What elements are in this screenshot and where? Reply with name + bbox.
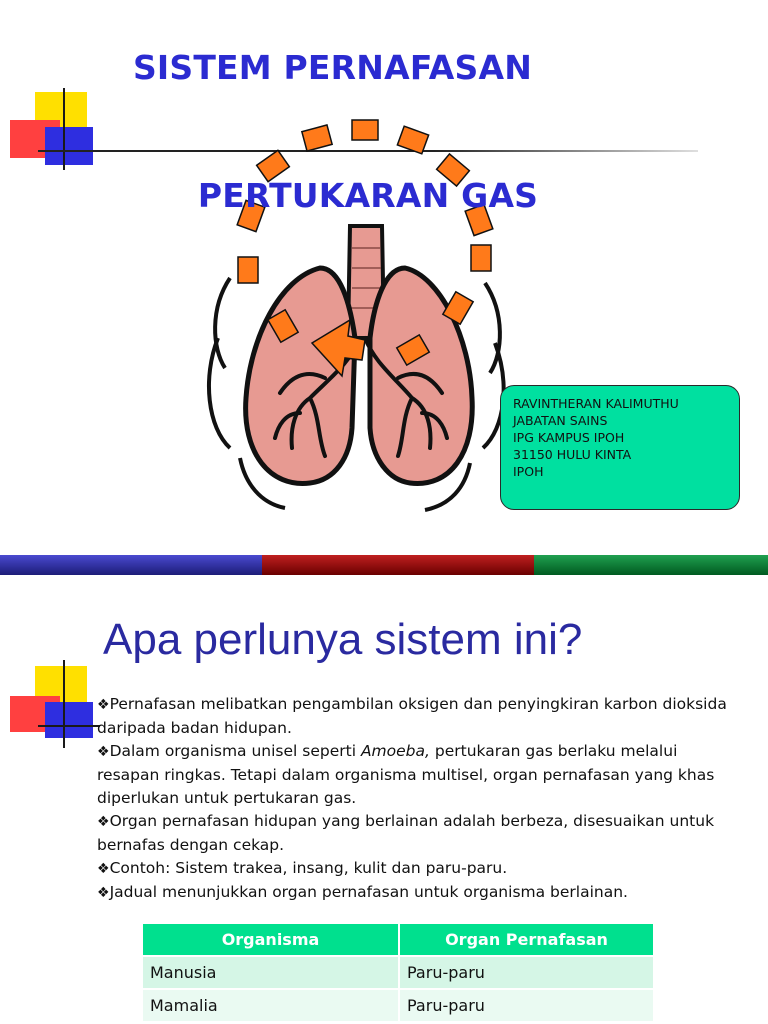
- table-row: [143, 956, 654, 989]
- bullet-italic-text: Amoeba,: [360, 742, 430, 760]
- bullet-icon: ❖: [97, 885, 110, 901]
- table-row: [143, 989, 654, 1021]
- bullet-text: Pernafasan melibatkan pengambilan oksigen dan penyingkiran karbon dioksida daripada badan hidupan.: [97, 695, 727, 737]
- lungs-clipart: [200, 108, 510, 518]
- table-header-cell: Organ Pernafasan: [399, 924, 654, 956]
- bullet-text: Contoh: Sistem trakea, insang, kulit dan paru-paru.: [109, 859, 508, 877]
- bullet-text: Jadual menunjukkan organ pernafasan untuk organisma berlainan.: [109, 883, 628, 901]
- table-cell: Mamalia: [143, 989, 399, 1021]
- bullet-item: [97, 693, 737, 740]
- footer-bar-blue: [0, 555, 262, 575]
- bullet-item: [97, 810, 737, 857]
- info-line: RAVINTHERAN KALIMUTHU: [513, 396, 679, 411]
- bullet-text: Organ pernafasan hidupan yang berlainan adalah berbeza, disesuaikan untuk bernafas dengan cekap.: [97, 812, 715, 854]
- info-line: IPG KAMPUS IPOH: [513, 430, 625, 445]
- footer-bar-green: [534, 555, 768, 575]
- info-line: JABATAN SAINS: [513, 413, 608, 428]
- info-line: IPOH: [513, 464, 544, 479]
- bullet-item: [97, 881, 737, 905]
- table-cell: Paru-paru: [399, 989, 654, 1021]
- slide-gap: [0, 578, 768, 598]
- content-slide: [0, 598, 768, 1024]
- deco-vertical-line: [63, 88, 65, 170]
- bullet-icon: ❖: [97, 744, 110, 760]
- bullet-icon: ❖: [97, 861, 110, 877]
- deco-blue-square: [45, 127, 93, 165]
- respiratory-organ-table: [143, 924, 655, 1021]
- deco-vertical-line: [63, 660, 65, 748]
- bullet-list: [97, 693, 737, 905]
- table-header-row: [143, 924, 654, 956]
- bullet-icon: ❖: [97, 814, 110, 830]
- slide-title-line2: PERTUKARAN GAS: [197, 176, 539, 215]
- bullet-text: Dalam organisma unisel seperti: [109, 742, 361, 760]
- table-cell: Paru-paru: [399, 956, 654, 989]
- bullet-item: [97, 857, 737, 881]
- info-line: 31150 HULU KINTA: [513, 447, 632, 462]
- deco-blue-square: [45, 702, 93, 738]
- bullet-icon: ❖: [97, 697, 110, 713]
- bullet-text: pertukaran gas berlaku melalui resapan ringkas. Tetapi dalam organisma multisel, organ pernafasan yang khas diperlukan untuk pertukaran gas.: [97, 742, 715, 807]
- author-info-box: [500, 385, 740, 510]
- bullet-item: [97, 740, 737, 810]
- table-header-cell: Organisma: [143, 924, 399, 956]
- table-cell: Manusia: [143, 956, 399, 989]
- slide-title: Apa perlunya sistem ini?: [103, 615, 583, 664]
- deco-horizontal-line: [38, 725, 100, 727]
- slide-title-line1: SISTEM PERNAFASAN: [132, 48, 533, 87]
- footer-bar-red: [262, 555, 534, 575]
